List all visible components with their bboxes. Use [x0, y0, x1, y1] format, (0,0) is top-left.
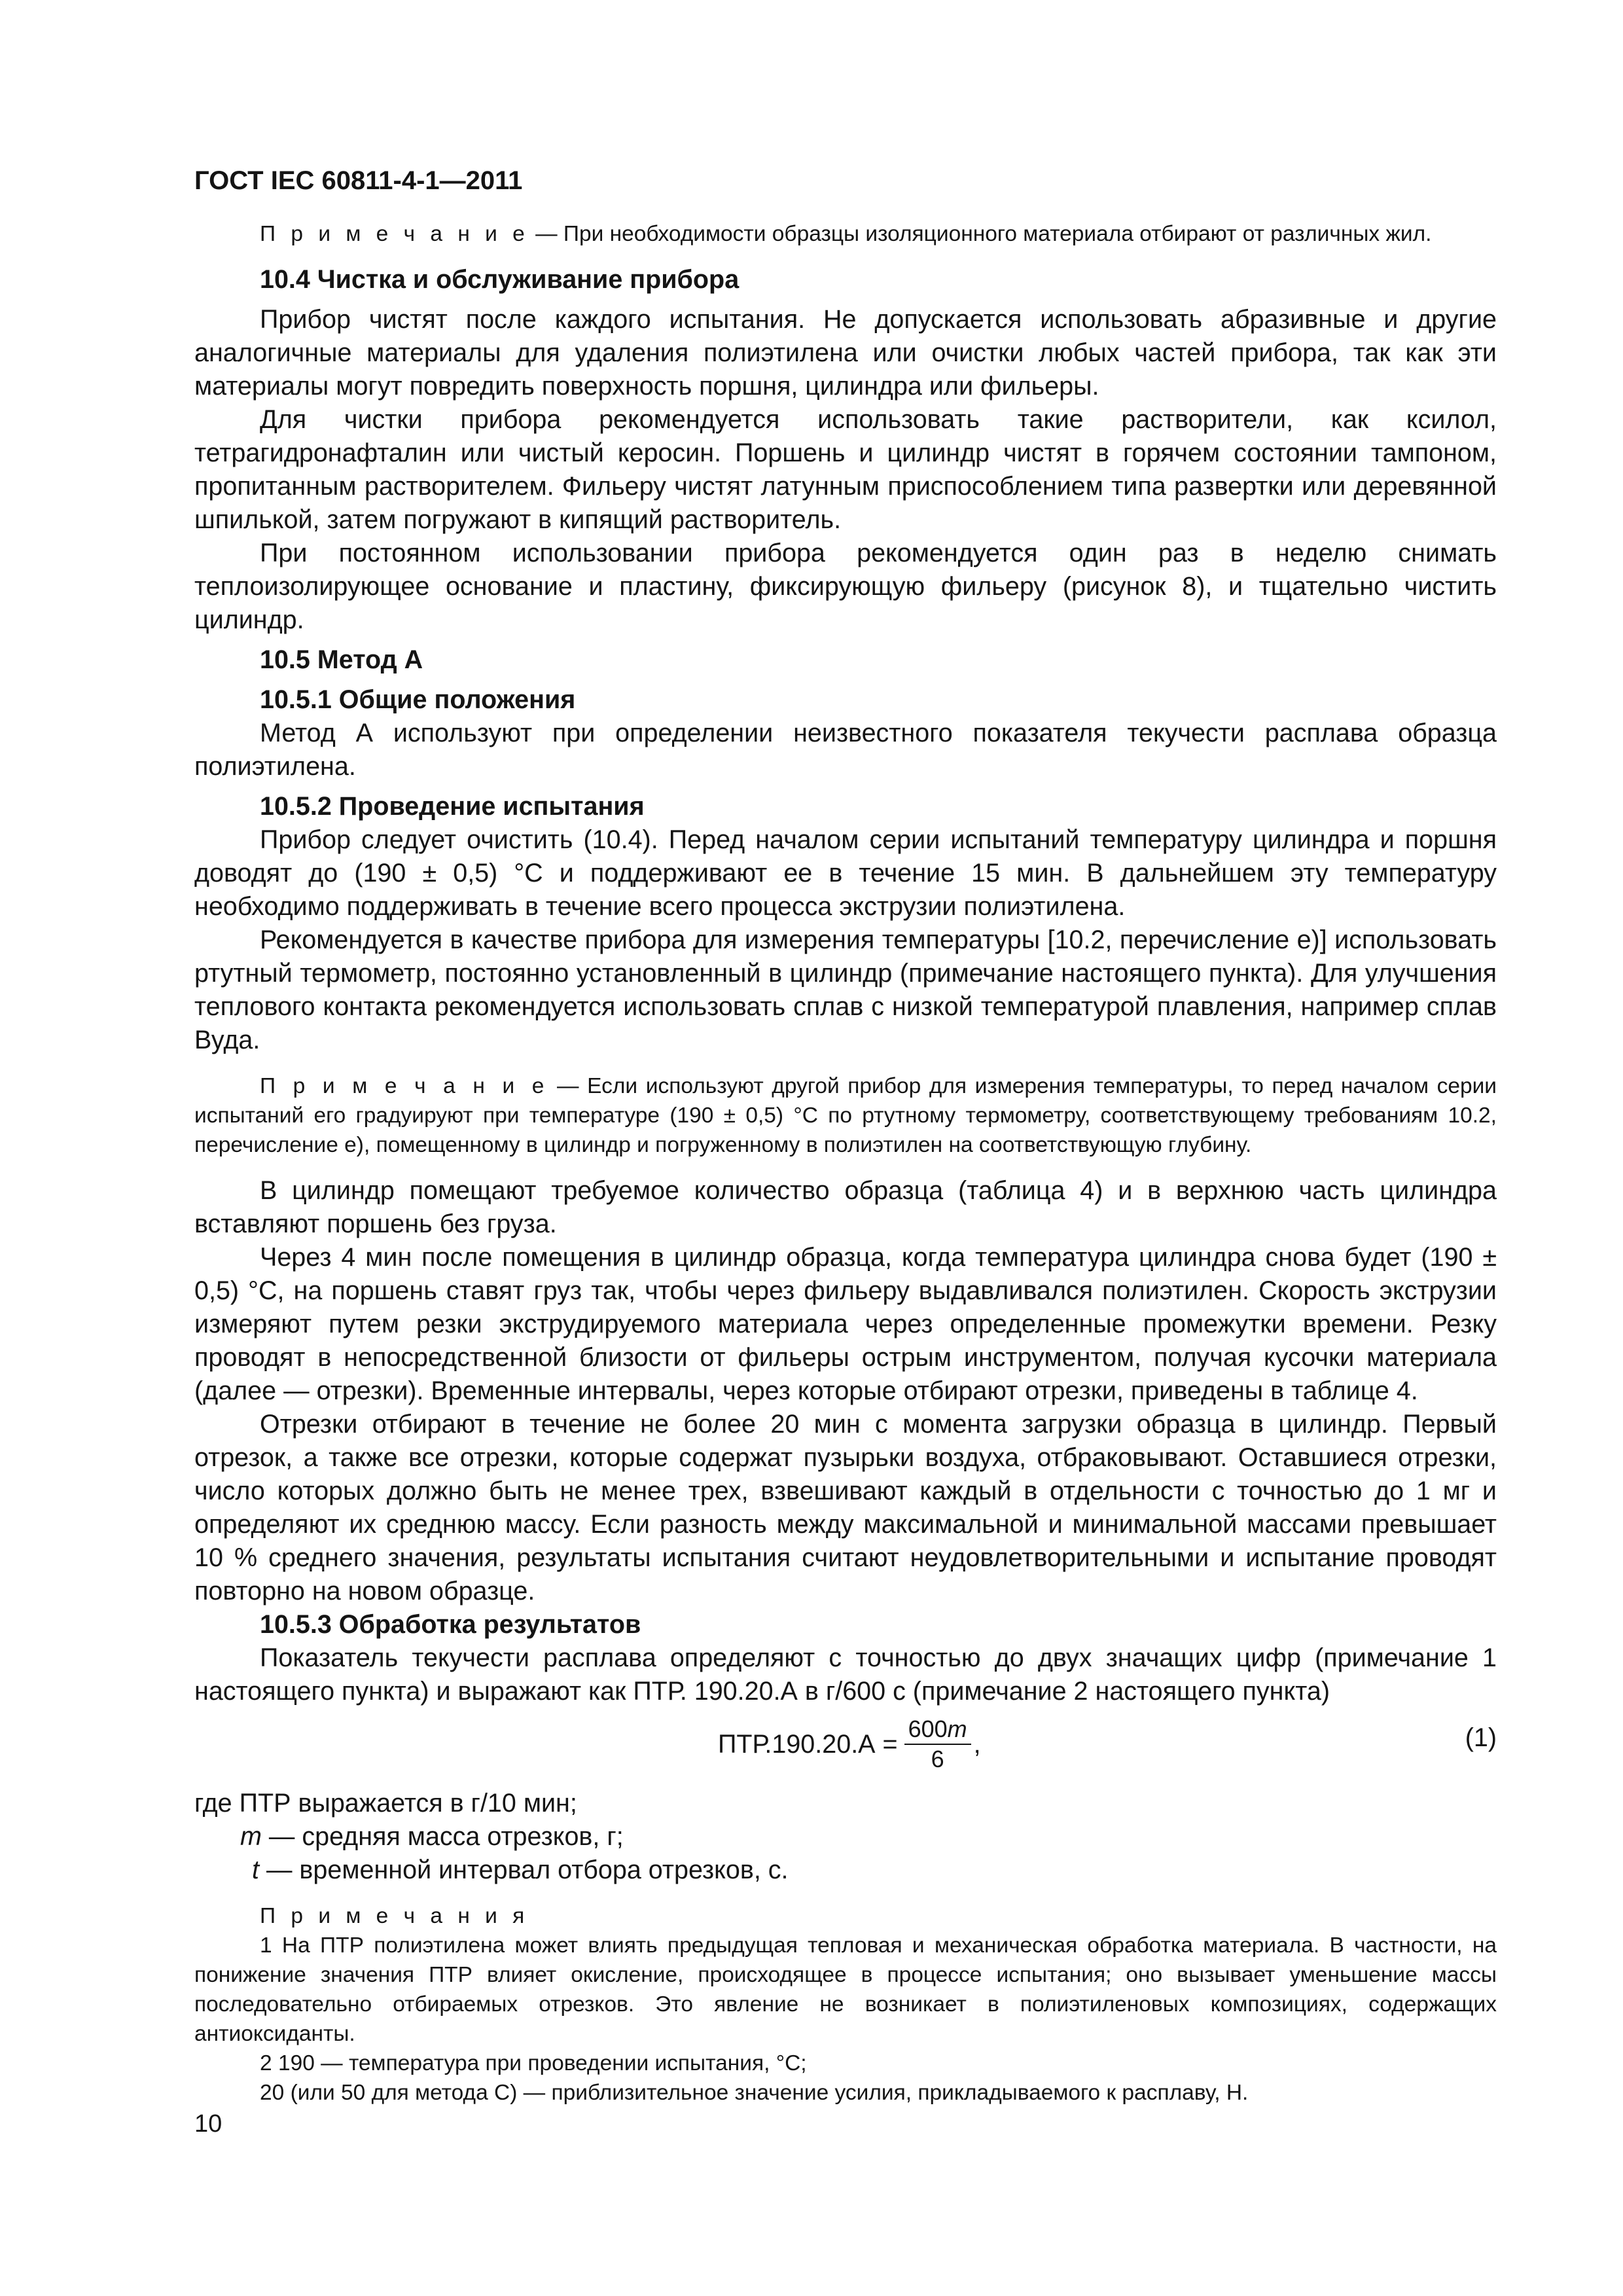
main-text-column [194, 219, 1497, 2108]
formula-denominator: 6 [931, 1746, 944, 1772]
section-heading-10-5-1: 10.5.1 Общие положения [260, 685, 576, 714]
paragraph: В цилиндр помещают требуемое количество образца (таблица 4) и в верхнюю часть цилиндра вставляют поршень без груза. [194, 1176, 1497, 1238]
numerator-number: 600 [908, 1715, 948, 1742]
formula-tail: , [973, 1729, 981, 1759]
note-2b: 20 (или 50 для метода С) — приблизительное значение усилия, прикладываемого к расплаву, Н. [260, 2081, 1249, 2105]
equation-number: (1) [1465, 1723, 1497, 1752]
paragraph: Через 4 мин после помещения в цилиндр образца, когда температура цилиндра снова будет (190 ± 0,5) °С, на поршень ставят груз так, чтобы через фильеру выдавливался полиэтилен. Скорость экструзии измеряют путем резки экструдируемого материала через определенные промежутки времени. Резку проводят в непосредственной близости от фильеры острым инструментом, получая кусочки материала (далее — отрезки). Временные интервалы, через которые отбирают отрезки, приведены в таблице 4. [194, 1243, 1497, 1405]
definition-variable: t [252, 1856, 259, 1884]
paragraph: При постоянном использовании прибора рекомендуется один раз в неделю снимать теплоизолирующее основание и пластину, фиксирующую фильеру (рисунок 8), и тщательно чистить цилиндр. [194, 539, 1497, 634]
note-label: П р и м е ч а н и е [260, 1074, 549, 1098]
paragraph: Отрезки отбирают в течение не более 20 мин с момента загрузки образца в цилиндр. Первый отрезок, а также все отрезки, которые содержат пузырьки воздуха, отбраковывают. Оставшиеся отрезки, число которых должно быть не менее трех, взвешивают каждый в отдельности с точностью до 1 мг и определяют их среднюю массу. Если разность между максимальной и минимальной массами превышает 10 % среднего значения, результаты испытания считают неудовлетворительными и испытание проводят повторно на новом образце. [194, 1410, 1497, 1605]
paragraph: Рекомендуется в качестве прибора для измерения температуры [10.2, перечисление е)] использовать ртутный термометр, постоянно установленный в цилиндр (примечание настоящего пункта). Для улучшения теплового контакта рекомендуется использовать сплав с низкой температурой плавления, например сплав Вуда. [194, 925, 1497, 1054]
formula-fraction [904, 1715, 971, 1774]
paragraph: Прибор чистят после каждого испытания. Не допускается использовать абразивные и другие аналогичные материалы для удаления полиэтилена или очистки любых частей прибора, так как эти материалы могут повредить поверхность поршня, цилиндра или фильеры. [194, 305, 1497, 401]
where-line: где ПТР выражается в г/10 мин; [194, 1789, 577, 1818]
paragraph: Показатель текучести расплава определяют с точностью до двух значащих цифр (примечание 1 настоящего пункта) и выражают как ПТР. 190.20.А в г/600 с (примечание 2 настоящего пункта) [194, 1643, 1497, 1706]
notes-label [194, 1901, 1497, 1931]
formula-numerator [904, 1715, 971, 1745]
paragraph: Прибор следует очистить (10.4). Перед началом серии испытаний температуру цилиндра и поршня доводят до (190 ± 0,5) °С и поддерживают ее в течение 15 мин. В дальнейшем эту температуру необходимо поддерживать в течение всего процесса экструзии полиэтилена. [194, 825, 1497, 921]
section-heading-10-5-2: 10.5.2 Проведение испытания [260, 792, 645, 821]
formula-expression [718, 1715, 981, 1774]
note-text: — При необходимости образцы изоляционного материала отбирают от различных жил. [529, 222, 1432, 246]
section-heading-10-4: 10.4 Чистка и обслуживание прибора [260, 265, 740, 294]
paragraph: Метод А используют при определении неизвестного показателя текучести расплава образца полиэтилена. [194, 719, 1497, 781]
document-header: ГОСТ IEC 60811-4-1—2011 [194, 166, 523, 195]
definition-t [194, 1854, 1497, 1887]
numerator-variable: m [947, 1715, 967, 1742]
note-temperature [194, 1071, 1497, 1160]
definition-text: — средняя масса отрезков, г; [261, 1822, 624, 1851]
note-2a: 2 190 — температура при проведении испытания, °С; [260, 2051, 807, 2075]
note-text: — Если используют другой прибор для измерения температуры, то перед началом серии испытаний его градуируют при температуре (190 ± 0,5) °С по ртутному термометру, соответствующему требованиям 10.2, перечисление е), помещенному в цилиндр и погруженному в полиэтилен на соответствующую глубину. [194, 1074, 1497, 1157]
definition-m [194, 1820, 1497, 1854]
definition-text: — временной интервал отбора отрезков, с. [259, 1856, 789, 1884]
section-heading-10-5-3: 10.5.3 Обработка результатов [260, 1610, 641, 1639]
formula-lhs: ПТР.190.20.А = [718, 1729, 898, 1759]
note-top [194, 219, 1497, 249]
definition-variable: m [240, 1822, 262, 1851]
note-label: П р и м е ч а н и е [260, 222, 529, 246]
formula-1 [194, 1708, 1497, 1787]
formula-definitions [194, 1787, 1497, 1887]
page-number: 10 [194, 2110, 223, 2138]
section-heading-10-5: 10.5 Метод А [260, 645, 423, 674]
note-1: 1 На ПТР полиэтилена может влиять предыдущая тепловая и механическая обработка материала. В частности, на понижение значения ПТР влияет окисление, происходящее в процессе испытания; оно вызывает уменьшение массы последовательно отбираемых отрезков. Это явление не возникает в полиэтиленовых композициях, содержащих антиоксиданты. [194, 1933, 1497, 2046]
notes-label-text: П р и м е ч а н и я [260, 1904, 529, 1928]
paragraph: Для чистки прибора рекомендуется использовать такие растворители, как ксилол, тетрагидронафталин или чистый керосин. Поршень и цилиндр чистят в горячем состоянии тампоном, пропитанным растворителем. Фильеру чистят латунным приспособлением типа развертки или деревянной шпилькой, затем погружают в кипящий растворитель. [194, 405, 1497, 534]
